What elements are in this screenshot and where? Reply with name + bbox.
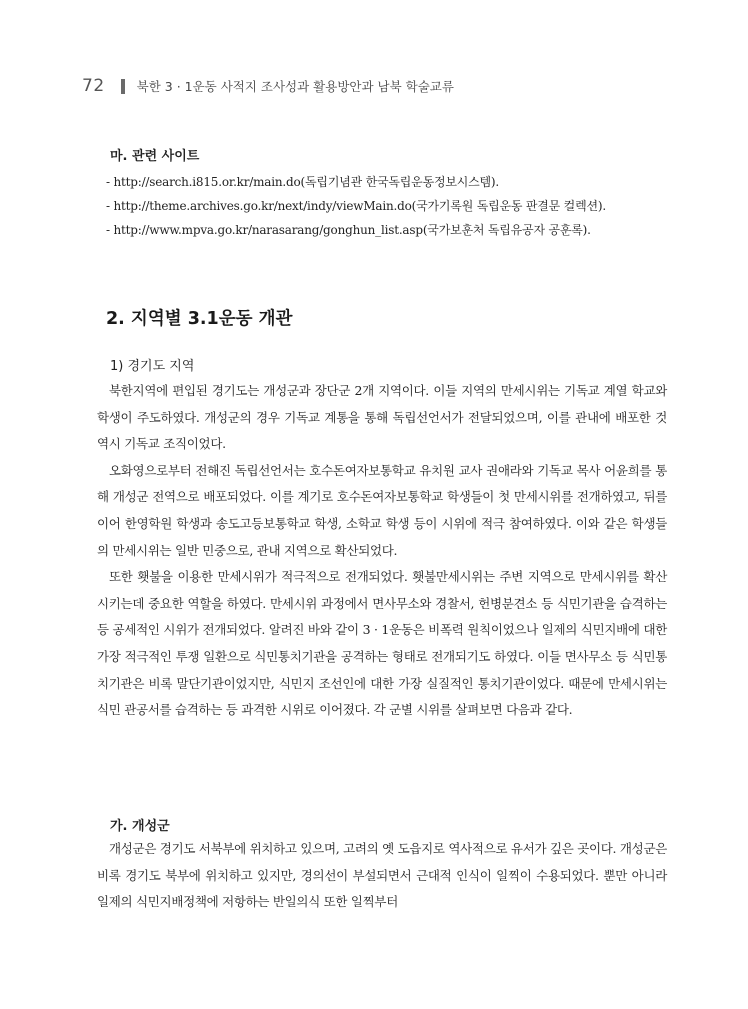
gaeseong-body	[97, 836, 667, 916]
body-paragraph: 북한지역에 편입된 경기도는 개성군과 장단군 2개 지역이다. 이들 지역의 만세시위는 기독교 계열 학교와 학생이 주도하였다. 개성군의 경우 기독교 계통을 통해 독립선언서가 전달되었으며, 이를 관내에 배포한 것 역시 기독교 조직이었다.	[97, 383, 667, 452]
related-site-link[interactable]: - http://www.mpva.go.kr/narasarang/gonghun_list.asp(국가보훈처 독립유공자 공훈록).	[106, 223, 591, 237]
running-header	[82, 74, 454, 98]
related-site-link[interactable]: - http://theme.archives.go.kr/next/indy/viewMain.do(국가기록원 독립운동 판결문 컬렉션).	[106, 199, 606, 213]
running-header-title: 북한 3 · 1운동 사적지 조사성과 활용방안과 남북 학술교류	[136, 79, 454, 94]
body-paragraph: 또한 횃불을 이용한 만세시위가 적극적으로 전개되었다. 횃불만세시위는 주변 지역으로 만세시위를 확산시키는데 중요한 역할을 하였다. 만세시위 과정에서 면사무소와 경찰서, 헌병분견소 등 식민기관을 습격하는 등 공세적인 시위가 전개되었다. 알려진 바와 같이 3 · 1운동은 비폭력 원칙이었으나 일제의 식민지배에 대한 가장 적극적인 투쟁 일환으로 식민통치기관을 공격하는 형태로 전개되기도 하였다. 이들 면사무소 등 식민통치기관은 비록 말단기관이었지만, 식민지 조선인에 대한 가장 실질적인 통치기관이었다. 때문에 만세시위는 식민 관공서를 습격하는 등 과격한 시위로 이어졌다. 각 군별 시위를 살펴보면 다음과 같다.	[97, 569, 667, 718]
body-paragraph: 오화영으로부터 전해진 독립선언서는 호수돈여자보통학교 유치원 교사 권애라와 기독교 목사 어윤희를 통해 개성군 전역으로 배포되었다. 이를 계기로 호수돈여자보통학교 학생들이 첫 만세시위를 전개하였고, 뒤를 이어 한영학원 학생과 송도고등보통학교 학생, 소학교 학생 등이 시위에 적극 참여하였다. 이와 같은 학생들의 만세시위는 일반 민중으로, 관내 지역으로 확산되었다.	[97, 462, 667, 558]
gyeonggi-heading: 1) 경기도 지역	[110, 359, 195, 374]
body-paragraph: 개성군은 경기도 서북부에 위치하고 있으며, 고려의 옛 도읍지로 역사적으로 유서가 깊은 곳이다. 개성군은 비록 경기도 북부에 위치하고 있지만, 경의선이 부설되면서 근대적 인식이 일찍이 수용되었다. 뿐만 아니라 일제의 식민지배정책에 저항하는 반일의식 또한 일찍부터	[97, 841, 667, 910]
header-divider-bar	[121, 79, 125, 94]
related-sites-list	[106, 170, 666, 242]
page-number: 72	[82, 76, 105, 96]
gaeseong-heading: 가. 개성군	[110, 819, 170, 834]
chapter-heading: 2. 지역별 3.1운동 개관	[106, 309, 293, 329]
related-sites-heading: 마. 관련 사이트	[110, 149, 200, 164]
gyeonggi-body	[97, 378, 667, 724]
related-site-link[interactable]: - http://search.i815.or.kr/main.do(독립기념관 한국독립운동정보시스템).	[106, 175, 500, 189]
